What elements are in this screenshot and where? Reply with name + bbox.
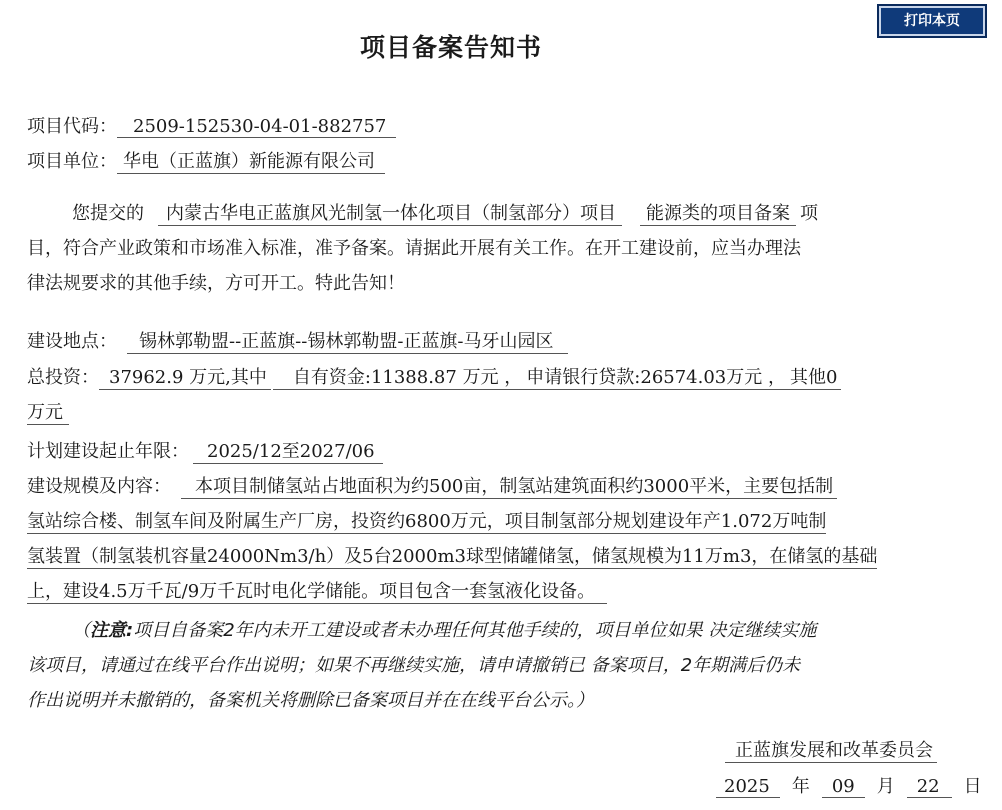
issuer-row [725, 736, 937, 763]
location-row [27, 327, 568, 354]
issuer-name: 正蓝旗发展和改革委员会 [725, 736, 937, 763]
date-month-unit: 月 [876, 776, 895, 797]
investment-bank-loan: 申请银行贷款:26574.03万元 ， [522, 363, 786, 390]
investment-row [27, 363, 841, 390]
investment-label: 总投资： [27, 367, 99, 388]
page-title: 项目备案告知书 [359, 33, 542, 62]
location-label: 建设地点： [27, 331, 117, 352]
scale-row-2 [27, 507, 826, 534]
intro-suffix: 项 [800, 203, 818, 224]
investment-row-2 [27, 398, 69, 425]
notice-label: 注意: [90, 620, 134, 641]
scale-line-2: 氢站综合楼、制氢车间及附属生产厂房，投资约6800万元，项目制氢部分规划建设年产1.072万吨制 [27, 507, 826, 534]
notice-line-2: 该项目，请通过在线平台作出说明；如果不再继续实施，请申请撤销已 备案项目，2年期满后仍未 [27, 655, 801, 676]
scale-row-3 [27, 542, 877, 569]
notice-line-3: 作出说明并未撤销的，备案机关将删除已备案项目并在在线平台公示。） [27, 690, 594, 711]
date-day-unit: 日 [963, 776, 982, 797]
investment-total: 37962.9 万元,其中 [99, 363, 271, 390]
notice-open: （ [72, 620, 90, 641]
project-code-label: 项目代码： [27, 116, 117, 137]
intro-line-2: 目，符合产业政策和市场准入标准，准予备案。请据此开展有关工作。在开工建设前，应当办理法 [27, 238, 801, 259]
period-label: 计划建设起止年限： [27, 441, 189, 462]
investment-other: 其他0 [786, 363, 841, 390]
scale-row-1 [27, 472, 837, 499]
project-unit-label: 项目单位： [27, 151, 117, 172]
intro-project-name: 内蒙古华电正蓝旗风光制氢一体化项目（制氢部分）项目 [158, 199, 622, 226]
date-year: 2025 [716, 776, 780, 798]
date-row [716, 772, 982, 798]
notice-text-1: 项目自备案2年内未开工建设或者未办理任何其他手续的，项目单位如果 决定继续实施 [133, 620, 817, 641]
date-month: 09 [822, 776, 865, 798]
scale-line-1: 本项目制储氢站占地面积为约500亩，制氢站建筑面积约3000平米，主要包括制 [181, 472, 837, 499]
project-code-value: 2509-152530-04-01-882757 [117, 116, 396, 138]
location-value: 锡林郭勒盟--正蓝旗--锡林郭勒盟-正蓝旗-马牙山园区 [127, 327, 568, 354]
project-unit-row [27, 147, 385, 174]
investment-own-funds: 自有资金:11388.87 万元 ， [273, 363, 522, 390]
investment-other-unit: 万元 [27, 398, 69, 425]
print-page-button[interactable]: 打印本页 [877, 4, 987, 38]
project-unit-value: 华电（正蓝旗）新能源有限公司 [117, 147, 385, 174]
intro-line-3: 律法规要求的其他手续，方可开工。特此告知！ [27, 273, 405, 294]
scale-line-4: 上，建设4.5万千瓦/9万千瓦时电化学储能。项目包含一套氢液化设备。 [27, 577, 607, 604]
project-code-row [27, 112, 396, 138]
scale-label: 建设规模及内容： [27, 476, 171, 497]
notice-line-1 [72, 615, 1002, 647]
date-day: 22 [907, 776, 952, 798]
scale-row-4 [27, 577, 607, 604]
period-row [27, 437, 383, 464]
intro-category: 能源类的项目备案 [640, 199, 796, 226]
date-year-unit: 年 [791, 776, 810, 797]
scale-line-3: 氢装置（制氢装机容量24000Nm3/h）及5台2000m3球型储罐储氢，储氢规模为11万m3，在储氢的基础 [27, 542, 877, 569]
period-value: 2025/12至2027/06 [193, 437, 383, 464]
intro-line-1 [72, 199, 818, 226]
intro-prefix: 您提交的 [72, 203, 144, 224]
